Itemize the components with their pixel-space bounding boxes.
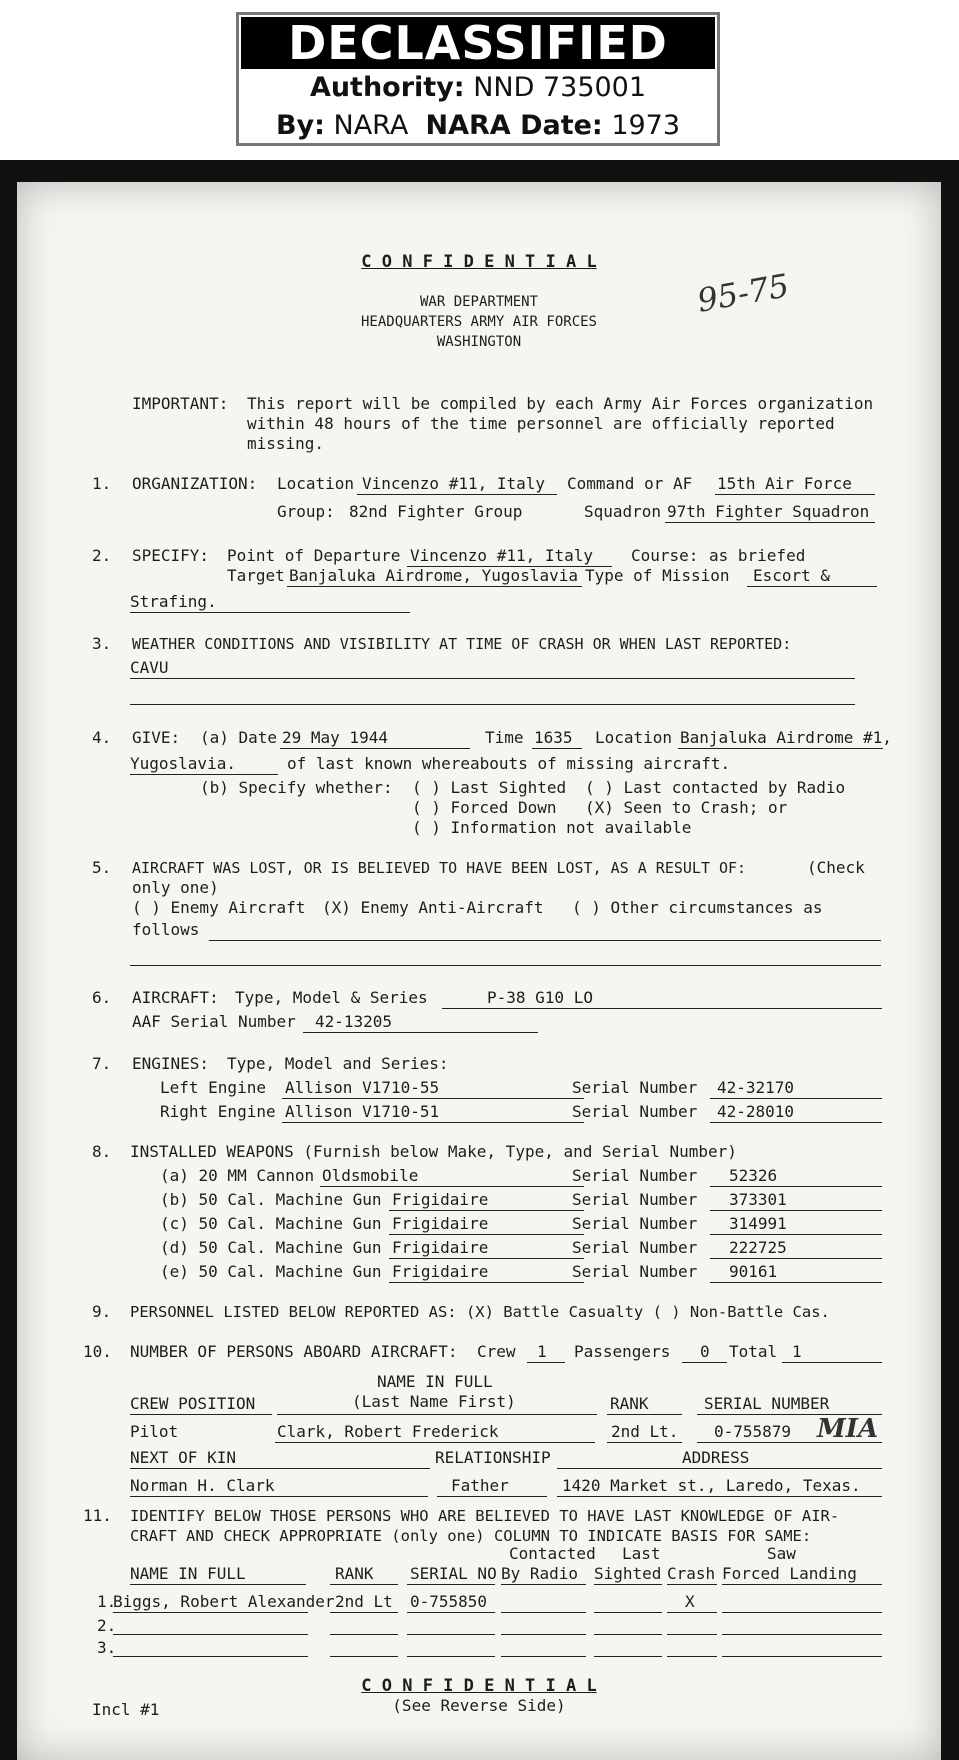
target-label: Target <box>227 566 285 585</box>
weapon-label: (b) 50 Cal. Machine Gun <box>160 1190 382 1209</box>
weapon-make: Frigidaire <box>392 1214 489 1233</box>
location-label: Location <box>277 474 355 493</box>
crew-underline <box>527 1362 565 1363</box>
cause-label-2: only one) <box>132 878 219 897</box>
header-line-2: HEADQUARTERS ARMY AIR FORCES <box>360 314 597 330</box>
col-rank-underline <box>330 1584 398 1585</box>
section-4-number: 4. <box>92 728 112 747</box>
organization-label: ORGANIZATION: <box>132 474 258 493</box>
mission-label: Type of Mission <box>585 566 730 585</box>
witness-contacted-underline <box>501 1634 586 1635</box>
weather-value: CAVU <box>130 658 169 677</box>
next-of-kin-header: NEXT OF KIN <box>130 1448 236 1467</box>
handwritten-mia-mark: MIA <box>817 1414 879 1444</box>
rank-header: RANK <box>610 1394 649 1413</box>
witness-crash-underline <box>667 1656 717 1657</box>
witness-row-number: 1. <box>97 1592 117 1611</box>
option-seen-to-crash: (X) Seen to Crash; or <box>585 798 788 817</box>
crash-location-underline-2 <box>130 774 278 775</box>
option-last-sighted: ( ) Last Sighted <box>412 778 567 797</box>
witness-rank: 2nd Lt <box>335 1592 393 1611</box>
mission-value-2: Strafing. <box>130 592 217 611</box>
section-10-number: 10. <box>83 1342 112 1361</box>
cause-anti-aircraft: (X) Enemy Anti-Aircraft <box>322 898 544 917</box>
squadron-label: Squadron <box>584 502 662 521</box>
witness-sighted-underline <box>594 1634 662 1635</box>
col-sighted-header: Sighted <box>594 1564 662 1583</box>
col-serial-header: SERIAL NO <box>410 1564 497 1583</box>
command-underline <box>715 494 875 495</box>
witness-serial-underline <box>407 1634 495 1635</box>
section-11-number: 11. <box>83 1506 112 1525</box>
witness-row-number: 3. <box>97 1638 117 1657</box>
passengers-value: 0 <box>700 1342 710 1361</box>
weapon-serial-label: Serial Number <box>572 1166 698 1185</box>
mission-value-1: Escort & <box>753 566 831 585</box>
weapon-serial-underline <box>710 1258 882 1259</box>
witness-serial: 0-755850 <box>410 1592 488 1611</box>
kin-address-underline <box>557 1496 882 1497</box>
col-forced-landing-header: Forced Landing <box>722 1564 857 1583</box>
witness-rank-underline <box>330 1656 398 1657</box>
mission-underline-1 <box>747 586 877 587</box>
crash-location-label: Location <box>595 728 673 747</box>
date-value: 29 May 1944 <box>282 728 388 747</box>
last-name-first-header: (Last Name First) <box>352 1392 516 1411</box>
col-name-underline <box>130 1584 306 1585</box>
crash-location-value-2: Yugoslavia. <box>130 754 236 773</box>
relationship-value: Father <box>451 1476 509 1495</box>
option-last-contacted: ( ) Last contacted by Radio <box>585 778 846 797</box>
right-engine-value: Allison V1710-51 <box>285 1102 440 1121</box>
cause-other: ( ) Other circumstances as <box>572 898 823 917</box>
left-serial-label: Serial Number <box>572 1078 698 1097</box>
col-sighted-underline <box>594 1584 662 1585</box>
col-last-top: Last <box>622 1544 661 1563</box>
left-engine-value: Allison V1710-55 <box>285 1078 440 1097</box>
col-contacted-header: By Radio <box>501 1564 579 1583</box>
weapon-make: Oldsmobile <box>322 1166 419 1185</box>
document-sheet <box>17 182 941 1760</box>
weapon-make-underline <box>389 1258 584 1259</box>
important-line-1: This report will be compiled by each Army Air Forces organization <box>247 394 874 413</box>
witness-forced-underline <box>722 1612 882 1613</box>
total-underline <box>782 1362 882 1363</box>
engines-type-label: Type, Model and Series: <box>227 1054 449 1073</box>
identify-line-1: IDENTIFY BELOW THOSE PERSONS WHO ARE BELIEVED TO HAVE LAST KNOWLEDGE OF AIR- <box>130 1507 840 1525</box>
weapon-make-underline <box>389 1234 584 1235</box>
kin-address-value: 1420 Market st., Laredo, Texas. <box>562 1476 861 1495</box>
witness-crash-underline <box>667 1634 717 1635</box>
weapon-serial: 90161 <box>729 1262 778 1281</box>
target-value: Banjaluka Airdrome, Yugoslavia <box>289 566 578 585</box>
give-label: GIVE: <box>132 728 181 747</box>
col-contacted-underline <box>501 1584 586 1585</box>
section-1-number: 1. <box>92 474 112 493</box>
weapon-make: Frigidaire <box>392 1238 489 1257</box>
right-serial-underline <box>710 1122 882 1123</box>
important-label: IMPORTANT: <box>132 394 229 413</box>
crew-label: Crew <box>477 1342 516 1361</box>
personnel-reported-as: PERSONNEL LISTED BELOW REPORTED AS: (X) Battle Casualty ( ) Non-Battle Cas. <box>130 1303 830 1321</box>
declassified-stamp <box>236 12 720 146</box>
option-info-not-available: ( ) Information not available <box>412 818 692 837</box>
squadron-value: 97th Fighter Squadron <box>667 502 870 521</box>
group-label: Group: <box>277 502 335 521</box>
departure-value: Vincenzo #11, Italy <box>410 546 594 565</box>
name-in-full-header: NAME IN FULL <box>377 1372 493 1391</box>
left-engine-underline <box>282 1098 584 1099</box>
address-header-underline <box>557 1468 882 1469</box>
kin-name-value: Norman H. Clark <box>130 1476 275 1495</box>
aaf-serial-underline <box>303 1032 538 1033</box>
rank-header-underline <box>607 1414 682 1415</box>
witness-contacted-underline <box>501 1612 586 1613</box>
witness-contacted-underline <box>501 1656 586 1657</box>
weapon-serial: 373301 <box>729 1190 787 1209</box>
crew-value: 1 <box>537 1342 547 1361</box>
important-line-2: within 48 hours of the time personnel are officially reported <box>247 414 835 433</box>
weapon-serial-underline <box>710 1186 882 1187</box>
classification-footer: C O N F I D E N T I A L <box>361 1676 597 1696</box>
engines-label: ENGINES: <box>132 1054 210 1073</box>
time-underline <box>532 748 582 749</box>
header-line-3: WASHINGTON <box>436 334 522 350</box>
departure-label: Point of Departure <box>227 546 401 565</box>
weapon-serial-underline <box>710 1234 882 1235</box>
col-serial-underline <box>407 1584 495 1585</box>
crew-rank-value: 2nd Lt. <box>611 1422 679 1441</box>
left-engine-serial: 42-32170 <box>717 1078 795 1097</box>
witness-name-underline <box>113 1656 308 1657</box>
crew-name-underline <box>275 1442 595 1443</box>
right-engine-label: Right Engine <box>160 1102 276 1121</box>
see-reverse-side: (See Reverse Side) <box>392 1696 566 1715</box>
section-9-number: 9. <box>92 1302 112 1321</box>
weapon-make-underline <box>389 1282 584 1283</box>
crash-location-underline <box>678 748 883 749</box>
command-value: 15th Air Force <box>717 474 852 493</box>
col-saw-top: Saw <box>767 1544 796 1563</box>
section-2-number: 2. <box>92 546 112 565</box>
witness-name-underline <box>113 1612 308 1613</box>
time-value: 1635 <box>534 728 573 747</box>
kin-name-underline <box>130 1496 428 1497</box>
left-engine-label: Left Engine <box>160 1078 266 1097</box>
witness-crash-underline <box>667 1612 717 1613</box>
witness-row-number: 2. <box>97 1616 117 1635</box>
right-serial-label: Serial Number <box>572 1102 698 1121</box>
witness-serial-underline <box>407 1656 495 1657</box>
crew-position-value: Pilot <box>130 1422 179 1441</box>
weapon-serial-underline <box>710 1282 882 1283</box>
right-engine-underline <box>282 1122 584 1123</box>
col-crash-underline <box>667 1584 717 1585</box>
date-underline <box>280 748 470 749</box>
weather-underline-1 <box>130 678 855 679</box>
stamp-banner: DECLASSIFIED <box>241 17 715 69</box>
weapon-label: (c) 50 Cal. Machine Gun <box>160 1214 382 1233</box>
weapon-make: Frigidaire <box>392 1262 489 1281</box>
aaf-serial-value: 42-13205 <box>315 1012 393 1031</box>
passengers-label: Passengers <box>574 1342 671 1361</box>
weather-label: WEATHER CONDITIONS AND VISIBILITY AT TIME OF CRASH OR WHEN LAST REPORTED: <box>132 635 792 653</box>
section-8-number: 8. <box>92 1142 112 1161</box>
specify-label: SPECIFY: <box>132 546 210 565</box>
persons-aboard-label: NUMBER OF PERSONS ABOARD AIRCRAFT: <box>130 1342 458 1361</box>
crew-rank-underline <box>607 1442 682 1443</box>
passengers-underline <box>682 1362 727 1363</box>
group-value: 82nd Fighter Group <box>349 502 523 521</box>
name-header-underline <box>277 1414 597 1415</box>
course-label: Course: <box>631 546 699 565</box>
important-line-3: missing. <box>247 434 325 453</box>
col-rank-header: RANK <box>335 1564 374 1583</box>
cause-enemy-aircraft: ( ) Enemy Aircraft <box>132 898 306 917</box>
command-label: Command or AF <box>567 474 693 493</box>
document-background <box>0 160 959 1760</box>
crew-name-value: Clark, Robert Frederick <box>277 1422 499 1441</box>
location-value: Vincenzo #11, Italy <box>362 474 546 493</box>
header-line-1: WAR DEPARTMENT <box>419 294 538 310</box>
weapon-serial-label: Serial Number <box>572 1190 698 1209</box>
mission-underline-2 <box>130 612 410 613</box>
witness-sighted-underline <box>594 1612 662 1613</box>
next-of-kin-underline <box>130 1468 430 1469</box>
witness-name-underline <box>113 1634 308 1635</box>
handwritten-file-number: 95-75 <box>694 266 792 320</box>
crew-position-header: CREW POSITION <box>130 1394 256 1413</box>
follows-underline-2 <box>130 965 881 966</box>
witness-rank-underline <box>330 1612 398 1613</box>
follows-underline-1 <box>209 940 881 941</box>
relationship-underline <box>437 1496 547 1497</box>
aircraft-type-underline <box>442 1008 882 1009</box>
identify-line-2: CRAFT AND CHECK APPROPRIATE (only one) COLUMN TO INDICATE BASIS FOR SAME: <box>130 1527 812 1545</box>
weapon-serial-label: Serial Number <box>572 1262 698 1281</box>
weapon-label: (a) 20 MM Cannon <box>160 1166 315 1185</box>
specify-whether-label: (b) Specify whether: <box>200 778 393 797</box>
stamp-authority: Authority: NND 735001 <box>309 72 647 103</box>
weapon-serial-underline <box>710 1210 882 1211</box>
crash-location-value-1: Banjaluka Airdrome #1, <box>680 728 892 747</box>
col-contacted-top: Contacted <box>509 1544 596 1563</box>
course-value: as briefed <box>709 546 806 565</box>
weapon-make-underline <box>320 1186 584 1187</box>
relationship-header: RELATIONSHIP <box>435 1448 551 1467</box>
date-label: (a) Date <box>200 728 278 747</box>
col-crash-header: Crash <box>667 1564 716 1583</box>
weapon-serial-label: Serial Number <box>572 1238 698 1257</box>
cause-label-1: AIRCRAFT WAS LOST, OR IS BELIEVED TO HAVE BEEN LOST, AS A RESULT OF: <box>132 859 747 877</box>
col-name-header: NAME IN FULL <box>130 1564 246 1583</box>
right-engine-serial: 42-28010 <box>717 1102 795 1121</box>
witness-forced-underline <box>722 1634 882 1635</box>
witness-forced-underline <box>722 1656 882 1657</box>
target-underline <box>287 586 582 587</box>
total-value: 1 <box>792 1342 802 1361</box>
aircraft-type-value: P-38 G10 LO <box>487 988 593 1007</box>
col-forced-landing-underline <box>722 1584 882 1585</box>
weapon-make: Frigidaire <box>392 1190 489 1209</box>
aircraft-label: AIRCRAFT: <box>132 988 219 1007</box>
weapons-label: INSTALLED WEAPONS (Furnish below Make, Type, and Serial Number) <box>130 1142 737 1161</box>
section-7-number: 7. <box>92 1054 112 1073</box>
section-5-number: 5. <box>92 858 112 877</box>
weapon-serial: 314991 <box>729 1214 787 1233</box>
aaf-serial-label: AAF Serial Number <box>132 1012 296 1031</box>
option-forced-down: ( ) Forced Down <box>412 798 557 817</box>
stamp-by: By: NARA NARA Date: 1973 <box>275 110 681 141</box>
witness-serial-underline <box>407 1612 495 1613</box>
address-header: ADDRESS <box>682 1448 750 1467</box>
follows-label: follows <box>132 920 200 939</box>
cause-check: (Check <box>807 858 865 877</box>
aircraft-type-label: Type, Model & Series <box>235 988 428 1007</box>
weapon-serial: 52326 <box>729 1166 778 1185</box>
inclosure-number: Incl #1 <box>92 1700 160 1719</box>
squadron-underline <box>665 522 875 523</box>
crew-serial-value: 0-755879 <box>714 1422 792 1441</box>
section-6-number: 6. <box>92 988 112 1007</box>
weapon-serial: 222725 <box>729 1238 787 1257</box>
witness-name: Biggs, Robert Alexander <box>113 1592 335 1611</box>
witness-rank-underline <box>330 1634 398 1635</box>
classification-header: C O N F I D E N T I A L <box>361 252 597 272</box>
witness-sighted-underline <box>594 1656 662 1657</box>
crew-position-underline <box>130 1414 272 1415</box>
time-label: Time <box>485 728 524 747</box>
weather-underline-2 <box>130 704 855 705</box>
weapon-serial-label: Serial Number <box>572 1214 698 1233</box>
left-serial-underline <box>710 1098 882 1099</box>
location-underline <box>357 494 557 495</box>
weapon-make-underline <box>389 1210 584 1211</box>
section-3-number: 3. <box>92 634 112 653</box>
serial-number-header: SERIAL NUMBER <box>704 1394 830 1413</box>
weapon-label: (e) 50 Cal. Machine Gun <box>160 1262 382 1281</box>
weapon-label: (d) 50 Cal. Machine Gun <box>160 1238 382 1257</box>
witness-crash-mark: X <box>685 1592 695 1611</box>
whereabouts-text: of last known whereabouts of missing aircraft. <box>287 754 731 773</box>
total-label: Total <box>729 1342 778 1361</box>
